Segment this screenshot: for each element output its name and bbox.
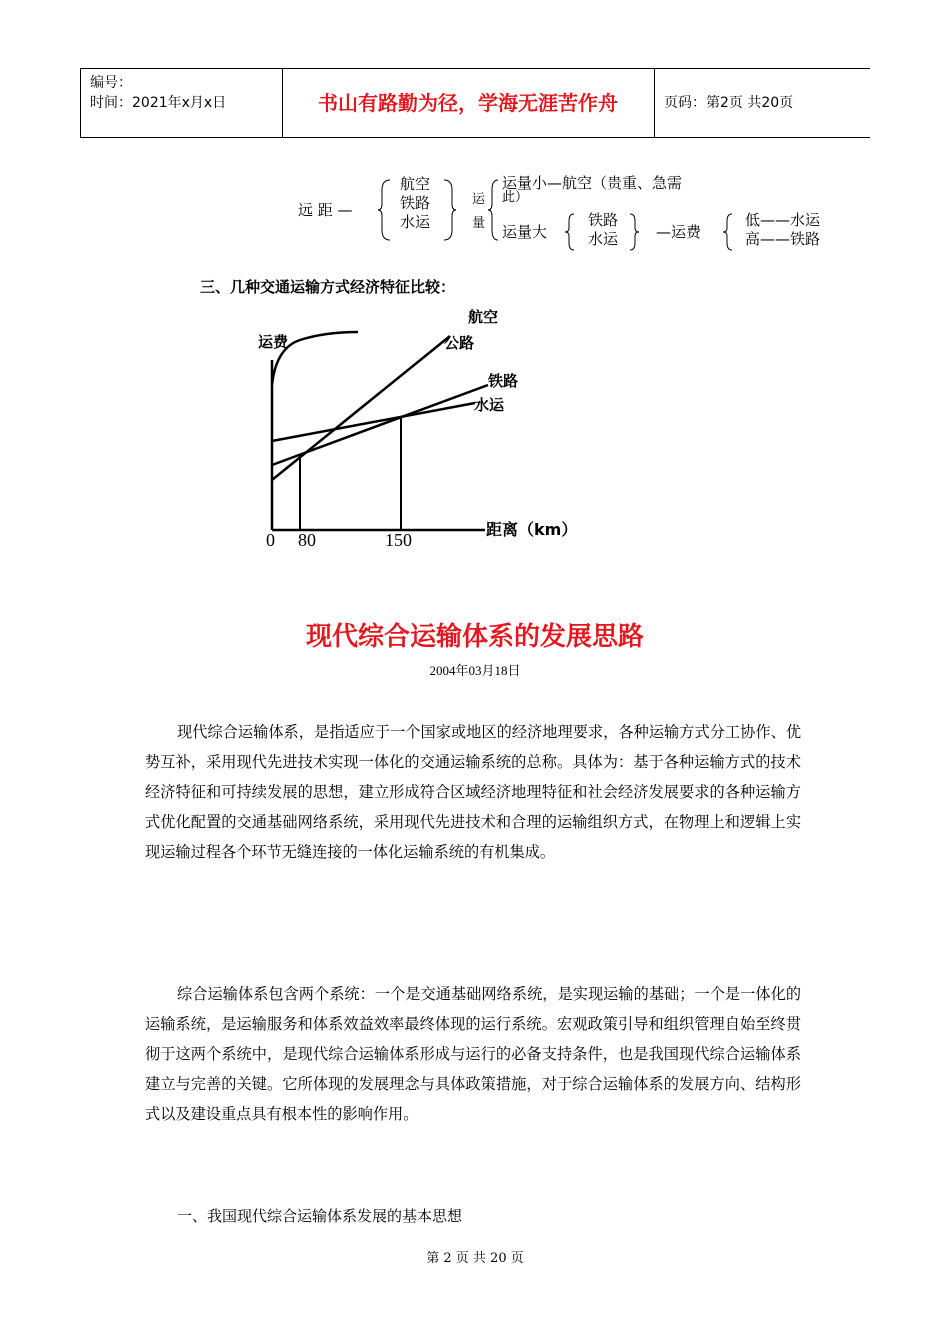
- article-paragraph-2: 综合运输体系包含两个系统：一个是交通基础网络系统，是实现运输的基础；一个是一体化的运输系统，是运输服务和体系效益效率最终体现的运行系统。宏观政策引导和组织管理自始至终贯彻于这两个系统中，是现代综合运输体系形成与运行的必备支持条件，也是我国现代综合运输体系建立与完善的关键。它所体现的发展理念与具体政策措施，对于综合运输体系的发展方向、结构形式以及建设重点具有根本性的影响作用。: [145, 985, 801, 1123]
- rail-line: [272, 385, 488, 465]
- x-tick-80: 80: [298, 530, 316, 550]
- time-label: 时间：2021年x月x日: [90, 95, 227, 111]
- freight-low: 低——水运: [745, 211, 821, 229]
- chart-svg: [0, 0, 950, 600]
- large-mode-rail: 铁路: [588, 211, 619, 229]
- article-paragraph-1: 现代综合运输体系，是指适应于一个国家或地区的经济地理要求，各种运输方式分工协作、优势互补，采用现代先进技术实现一体化的交通运输系统的总称。具体为：基于各种运输方式的技术经济特征和可持续发展的思想，建立形成符合区域经济地理特征和社会经济发展要求的各种运输方式优化配置的交通基础网络系统，采用现代先进技术和合理的运输组织方式，在物理上和逻辑上实现运输过程各个环节无缝连接的一体化运输系统的有机集成。: [145, 723, 801, 861]
- mode-rail: 铁路: [400, 194, 431, 212]
- x-tick-150: 150: [385, 530, 412, 550]
- series-label-rail: 铁路: [488, 372, 519, 390]
- header-page-number: 页码：第2页 共20页: [664, 95, 794, 111]
- mode-water: 水运: [400, 213, 431, 231]
- mode-air: 航空: [400, 175, 431, 193]
- freight-high: 高——铁路: [745, 230, 821, 248]
- series-label-water: 水运: [474, 396, 505, 414]
- section-heading: 三、几种交通运输方式经济特征比较：: [200, 278, 456, 296]
- series-label-road: 公路: [444, 334, 475, 352]
- serial-label: 编号：: [90, 75, 132, 91]
- header-motto: 书山有路勤为径，学海无涯苦作舟: [318, 91, 618, 115]
- article-subheading: 一、我国现代综合运输体系发展的基本思想: [177, 1207, 463, 1225]
- small-volume-text: 运量小—航空（贵重、急需: [502, 174, 683, 192]
- article-title: 现代综合运输体系的发展思路: [305, 622, 644, 652]
- volume-char-2: 量: [472, 216, 486, 231]
- article-date: 2004年03月18日: [429, 663, 521, 678]
- x-tick-0: 0: [266, 530, 275, 550]
- page-footer: 第 2 页 共 20 页: [426, 1251, 524, 1266]
- x-axis-label: 距离（km）: [486, 520, 578, 539]
- freight-text: —运费: [656, 223, 702, 241]
- large-mode-water: 水运: [588, 230, 619, 248]
- series-label-air: 航空: [468, 308, 499, 326]
- diagram-distance: 远 距 —: [298, 201, 353, 219]
- volume-char-1: 运: [472, 192, 486, 207]
- water-line: [272, 403, 475, 441]
- small-volume-overflow: 此）: [502, 190, 529, 205]
- y-axis-label: 运费: [258, 333, 289, 351]
- large-volume-text: 运量大: [502, 223, 548, 241]
